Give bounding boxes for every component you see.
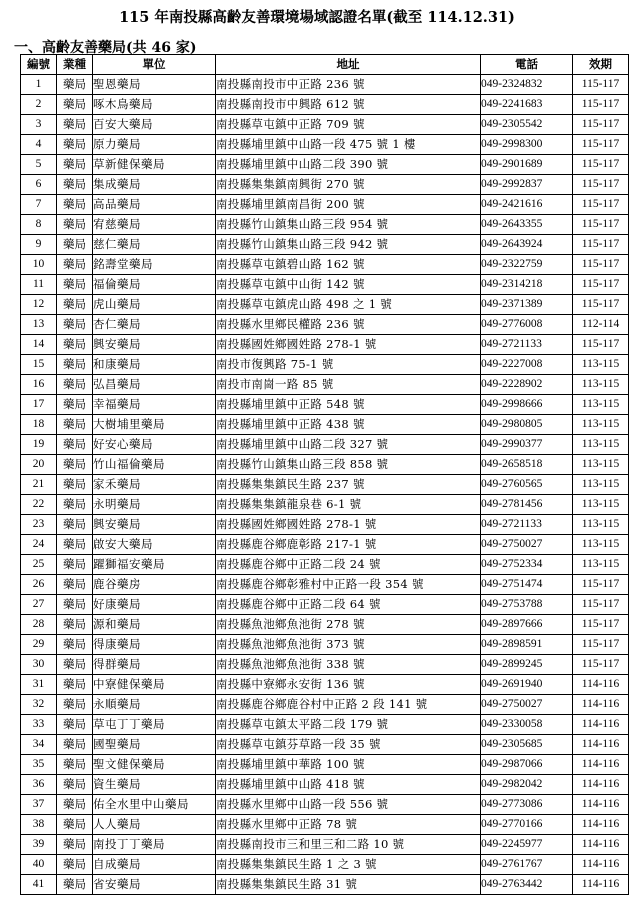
cell-phone: 049-2228902 (481, 375, 573, 395)
cell-number: 26 (21, 575, 57, 595)
cell-unit: 銘壽堂藥局 (93, 255, 216, 275)
cell-unit: 草新健保藥局 (93, 155, 216, 175)
cell-validity: 115-117 (573, 135, 629, 155)
table-row (21, 175, 629, 195)
cell-address: 南投縣集集鎮民生路 31 號 (216, 875, 481, 895)
table-row (21, 295, 629, 315)
table-row (21, 375, 629, 395)
cell-type: 藥局 (57, 695, 93, 715)
cell-validity: 114-116 (573, 735, 629, 755)
cell-validity: 113-115 (573, 395, 629, 415)
cell-type: 藥局 (57, 335, 93, 355)
cell-address: 南投縣埔里鎮中山路二段 327 號 (216, 435, 481, 455)
cell-phone: 049-2776008 (481, 315, 573, 335)
cell-type: 藥局 (57, 75, 93, 95)
cell-number: 20 (21, 455, 57, 475)
cell-phone: 049-2721133 (481, 335, 573, 355)
cell-unit: 鹿谷藥房 (93, 575, 216, 595)
cell-address: 南投市南崗一路 85 號 (216, 375, 481, 395)
table-row (21, 555, 629, 575)
cell-phone: 049-2643355 (481, 215, 573, 235)
cell-unit: 啟安大藥局 (93, 535, 216, 555)
cell-number: 28 (21, 615, 57, 635)
cell-validity: 114-116 (573, 795, 629, 815)
cell-validity: 115-117 (573, 635, 629, 655)
cell-number: 21 (21, 475, 57, 495)
cell-validity: 113-115 (573, 435, 629, 455)
table-header-row (21, 55, 629, 75)
cell-address: 南投縣草屯鎮芬草路一段 35 號 (216, 735, 481, 755)
cell-phone: 049-2897666 (481, 615, 573, 635)
table-row (21, 695, 629, 715)
cell-address: 南投縣集集鎮南興街 270 號 (216, 175, 481, 195)
cell-number: 39 (21, 835, 57, 855)
cell-address: 南投縣草屯鎮中山街 142 號 (216, 275, 481, 295)
cell-number: 11 (21, 275, 57, 295)
table-row (21, 755, 629, 775)
header-unit: 單位 (93, 55, 216, 75)
cell-number: 17 (21, 395, 57, 415)
cell-validity: 115-117 (573, 95, 629, 115)
cell-unit: 集成藥局 (93, 175, 216, 195)
cell-unit: 資生藥局 (93, 775, 216, 795)
cell-address: 南投縣魚池鄉魚池街 338 號 (216, 655, 481, 675)
cell-type: 藥局 (57, 155, 93, 175)
cell-number: 36 (21, 775, 57, 795)
table-row (21, 75, 629, 95)
cell-address: 南投縣鹿谷鄉鹿彰路 217-1 號 (216, 535, 481, 555)
table-row (21, 615, 629, 635)
cell-type: 藥局 (57, 735, 93, 755)
cell-type: 藥局 (57, 715, 93, 735)
cell-type: 藥局 (57, 875, 93, 895)
cell-type: 藥局 (57, 775, 93, 795)
cell-address: 南投縣埔里鎮中山路二段 390 號 (216, 155, 481, 175)
cell-unit: 國聖藥局 (93, 735, 216, 755)
table-row (21, 815, 629, 835)
table-body (21, 75, 629, 895)
cell-phone: 049-2658518 (481, 455, 573, 475)
cell-phone: 049-2998300 (481, 135, 573, 155)
cell-type: 藥局 (57, 515, 93, 535)
cell-validity: 113-115 (573, 415, 629, 435)
cell-type: 藥局 (57, 375, 93, 395)
cell-validity: 115-117 (573, 215, 629, 235)
cell-unit: 興安藥局 (93, 515, 216, 535)
cell-validity: 115-117 (573, 235, 629, 255)
cell-validity: 112-114 (573, 315, 629, 335)
cell-number: 33 (21, 715, 57, 735)
cell-validity: 113-115 (573, 515, 629, 535)
cell-type: 藥局 (57, 555, 93, 575)
cell-type: 藥局 (57, 815, 93, 835)
cell-type: 藥局 (57, 535, 93, 555)
header-validity: 效期 (573, 55, 629, 75)
cell-phone: 049-2761767 (481, 855, 573, 875)
cell-number: 27 (21, 595, 57, 615)
cell-address: 南投縣集集鎮龍泉巷 6-1 號 (216, 495, 481, 515)
cell-number: 19 (21, 435, 57, 455)
cell-address: 南投縣國姓鄉國姓路 278-1 號 (216, 515, 481, 535)
cell-phone: 049-2901689 (481, 155, 573, 175)
cell-unit: 宥慈藥局 (93, 215, 216, 235)
cell-validity: 115-117 (573, 655, 629, 675)
document-title: 115 年南投縣高齡友善環境場域認證名單(截至 114.12.31) (119, 9, 515, 26)
cell-validity: 113-115 (573, 355, 629, 375)
cell-unit: 杏仁藥局 (93, 315, 216, 335)
cell-phone: 049-2227008 (481, 355, 573, 375)
cell-phone: 049-2753788 (481, 595, 573, 615)
cell-phone: 049-2750027 (481, 535, 573, 555)
cell-phone: 049-2305542 (481, 115, 573, 135)
cell-address: 南投縣中寮鄉永安街 136 號 (216, 675, 481, 695)
cell-number: 40 (21, 855, 57, 875)
section-heading: 一、高齡友善藥局(共 46 家) (14, 40, 197, 56)
cell-number: 8 (21, 215, 57, 235)
cell-unit: 躍獅福安藥局 (93, 555, 216, 575)
cell-number: 14 (21, 335, 57, 355)
table-row (21, 775, 629, 795)
cell-unit: 幸福藥局 (93, 395, 216, 415)
cell-number: 15 (21, 355, 57, 375)
table-row (21, 115, 629, 135)
table-row (21, 795, 629, 815)
cell-unit: 永順藥局 (93, 695, 216, 715)
cell-unit: 得群藥局 (93, 655, 216, 675)
table-row (21, 435, 629, 455)
cell-type: 藥局 (57, 655, 93, 675)
cell-validity: 114-116 (573, 835, 629, 855)
cell-type: 藥局 (57, 255, 93, 275)
cell-unit: 草屯丁丁藥局 (93, 715, 216, 735)
cell-number: 7 (21, 195, 57, 215)
cell-number: 1 (21, 75, 57, 95)
table-row (21, 715, 629, 735)
cell-type: 藥局 (57, 195, 93, 215)
cell-type: 藥局 (57, 315, 93, 335)
table-row (21, 275, 629, 295)
cell-type: 藥局 (57, 395, 93, 415)
table-row (21, 335, 629, 355)
cell-type: 藥局 (57, 635, 93, 655)
cell-type: 藥局 (57, 295, 93, 315)
header-number: 編號 (21, 55, 57, 75)
cell-address: 南投縣埔里鎮中山路一段 475 號 1 樓 (216, 135, 481, 155)
table-row (21, 635, 629, 655)
table-row (21, 195, 629, 215)
cell-number: 5 (21, 155, 57, 175)
cell-unit: 省安藥局 (93, 875, 216, 895)
cell-phone: 049-2990377 (481, 435, 573, 455)
cell-address: 南投縣草屯鎮太平路二段 179 號 (216, 715, 481, 735)
cell-number: 38 (21, 815, 57, 835)
table-row (21, 135, 629, 155)
cell-unit: 百安大藥局 (93, 115, 216, 135)
cell-validity: 115-117 (573, 615, 629, 635)
cell-validity: 115-117 (573, 75, 629, 95)
cell-unit: 永明藥局 (93, 495, 216, 515)
cell-phone: 049-2721133 (481, 515, 573, 535)
cell-unit: 大樹埔里藥局 (93, 415, 216, 435)
cell-number: 41 (21, 875, 57, 895)
cell-type: 藥局 (57, 615, 93, 635)
cell-type: 藥局 (57, 135, 93, 155)
cell-type: 藥局 (57, 575, 93, 595)
cell-unit: 啄木鳥藥局 (93, 95, 216, 115)
table-row (21, 515, 629, 535)
cell-validity: 114-116 (573, 815, 629, 835)
cell-type: 藥局 (57, 755, 93, 775)
cell-phone: 049-2760565 (481, 475, 573, 495)
header-phone: 電話 (481, 55, 573, 75)
cell-number: 31 (21, 675, 57, 695)
cell-phone: 049-2998666 (481, 395, 573, 415)
cell-phone: 049-2751474 (481, 575, 573, 595)
cell-address: 南投縣埔里鎮中山路 418 號 (216, 775, 481, 795)
cell-number: 12 (21, 295, 57, 315)
cell-unit: 竹山福倫藥局 (93, 455, 216, 475)
cell-phone: 049-2750027 (481, 695, 573, 715)
cell-validity: 115-117 (573, 155, 629, 175)
cell-number: 2 (21, 95, 57, 115)
cell-number: 35 (21, 755, 57, 775)
cell-validity: 114-116 (573, 755, 629, 775)
cell-validity: 115-117 (573, 295, 629, 315)
cell-number: 34 (21, 735, 57, 755)
cell-unit: 高品藥局 (93, 195, 216, 215)
table-row (21, 655, 629, 675)
cell-address: 南投縣南投市中興路 612 號 (216, 95, 481, 115)
cell-address: 南投縣集集鎮民生路 1 之 3 號 (216, 855, 481, 875)
cell-phone: 049-2691940 (481, 675, 573, 695)
cell-number: 23 (21, 515, 57, 535)
cell-address: 南投市復興路 75-1 號 (216, 355, 481, 375)
cell-type: 藥局 (57, 835, 93, 855)
cell-unit: 弘昌藥局 (93, 375, 216, 395)
cell-phone: 049-2763442 (481, 875, 573, 895)
cell-validity: 115-117 (573, 115, 629, 135)
cell-type: 藥局 (57, 355, 93, 375)
cell-type: 藥局 (57, 95, 93, 115)
cell-number: 10 (21, 255, 57, 275)
cell-validity: 115-117 (573, 335, 629, 355)
cell-number: 9 (21, 235, 57, 255)
cell-unit: 原力藥局 (93, 135, 216, 155)
cell-phone: 049-2305685 (481, 735, 573, 755)
cell-address: 南投縣埔里鎮中正路 438 號 (216, 415, 481, 435)
cell-validity: 113-115 (573, 535, 629, 555)
cell-number: 32 (21, 695, 57, 715)
cell-number: 4 (21, 135, 57, 155)
cell-unit: 佑全水里中山藥局 (93, 795, 216, 815)
cell-validity: 113-115 (573, 475, 629, 495)
cell-type: 藥局 (57, 675, 93, 695)
cell-type: 藥局 (57, 595, 93, 615)
table-row (21, 855, 629, 875)
cell-address: 南投縣竹山鎮集山路三段 858 號 (216, 455, 481, 475)
cell-validity: 114-116 (573, 675, 629, 695)
cell-address: 南投縣埔里鎮南昌街 200 號 (216, 195, 481, 215)
table-row (21, 455, 629, 475)
table-row (21, 675, 629, 695)
cell-number: 29 (21, 635, 57, 655)
cell-validity: 114-116 (573, 775, 629, 795)
cell-validity: 113-115 (573, 375, 629, 395)
cell-address: 南投縣鹿谷鄉彰雅村中正路一段 354 號 (216, 575, 481, 595)
cell-phone: 049-2899245 (481, 655, 573, 675)
cell-address: 南投縣竹山鎮集山路三段 954 號 (216, 215, 481, 235)
cell-address: 南投縣國姓鄉國姓路 278-1 號 (216, 335, 481, 355)
cell-address: 南投縣魚池鄉魚池街 278 號 (216, 615, 481, 635)
cell-type: 藥局 (57, 175, 93, 195)
cell-unit: 南投丁丁藥局 (93, 835, 216, 855)
cell-number: 16 (21, 375, 57, 395)
cell-number: 18 (21, 415, 57, 435)
cell-phone: 049-2371389 (481, 295, 573, 315)
cell-unit: 福倫藥局 (93, 275, 216, 295)
cell-unit: 好康藥局 (93, 595, 216, 615)
cell-validity: 115-117 (573, 195, 629, 215)
cell-unit: 慈仁藥局 (93, 235, 216, 255)
cell-unit: 家禾藥局 (93, 475, 216, 495)
cell-number: 13 (21, 315, 57, 335)
header-address: 地址 (216, 55, 481, 75)
cell-phone: 049-2322759 (481, 255, 573, 275)
cell-unit: 好安心藥局 (93, 435, 216, 455)
cell-validity: 114-116 (573, 695, 629, 715)
cell-type: 藥局 (57, 495, 93, 515)
table-row (21, 355, 629, 375)
cell-phone: 049-2898591 (481, 635, 573, 655)
cell-validity: 114-116 (573, 875, 629, 895)
table-row (21, 495, 629, 515)
cell-address: 南投縣魚池鄉魚池街 373 號 (216, 635, 481, 655)
table-row (21, 535, 629, 555)
cell-validity: 114-116 (573, 855, 629, 875)
cell-validity: 115-117 (573, 595, 629, 615)
cell-unit: 源和藥局 (93, 615, 216, 635)
cell-address: 南投縣草屯鎮中正路 709 號 (216, 115, 481, 135)
cell-phone: 049-2330058 (481, 715, 573, 735)
cell-validity: 115-117 (573, 255, 629, 275)
cell-type: 藥局 (57, 115, 93, 135)
table-row (21, 215, 629, 235)
table-row (21, 875, 629, 895)
cell-phone: 049-2987066 (481, 755, 573, 775)
cell-unit: 虎山藥局 (93, 295, 216, 315)
cell-phone: 049-2781456 (481, 495, 573, 515)
cell-number: 30 (21, 655, 57, 675)
table-row (21, 595, 629, 615)
cell-address: 南投縣鹿谷鄉鹿谷村中正路 2 段 141 號 (216, 695, 481, 715)
cell-unit: 得康藥局 (93, 635, 216, 655)
cell-unit: 興安藥局 (93, 335, 216, 355)
cell-address: 南投縣水里鄉中山路一段 556 號 (216, 795, 481, 815)
cell-validity: 115-117 (573, 275, 629, 295)
cell-address: 南投縣水里鄉民權路 236 號 (216, 315, 481, 335)
cell-phone: 049-2245977 (481, 835, 573, 855)
table-row (21, 95, 629, 115)
cell-type: 藥局 (57, 235, 93, 255)
cell-validity: 115-117 (573, 175, 629, 195)
table-row (21, 235, 629, 255)
cell-number: 25 (21, 555, 57, 575)
pharmacy-table (20, 54, 629, 895)
cell-type: 藥局 (57, 215, 93, 235)
cell-validity: 114-116 (573, 715, 629, 735)
table-row (21, 395, 629, 415)
cell-address: 南投縣草屯鎮虎山路 498 之 1 號 (216, 295, 481, 315)
cell-validity: 113-115 (573, 495, 629, 515)
cell-address: 南投縣埔里鎮中正路 548 號 (216, 395, 481, 415)
cell-type: 藥局 (57, 855, 93, 875)
cell-address: 南投縣鹿谷鄉中正路二段 64 號 (216, 595, 481, 615)
cell-address: 南投縣草屯鎮碧山路 162 號 (216, 255, 481, 275)
cell-validity: 113-115 (573, 455, 629, 475)
table-row (21, 255, 629, 275)
table-row (21, 835, 629, 855)
cell-phone: 049-2992837 (481, 175, 573, 195)
cell-number: 37 (21, 795, 57, 815)
cell-validity: 113-115 (573, 555, 629, 575)
cell-phone: 049-2770166 (481, 815, 573, 835)
table-row (21, 315, 629, 335)
cell-type: 藥局 (57, 455, 93, 475)
cell-address: 南投縣鹿谷鄉中正路二段 24 號 (216, 555, 481, 575)
cell-phone: 049-2314218 (481, 275, 573, 295)
cell-phone: 049-2752334 (481, 555, 573, 575)
table-row (21, 575, 629, 595)
table-row (21, 475, 629, 495)
header-type: 業種 (57, 55, 93, 75)
cell-type: 藥局 (57, 415, 93, 435)
table-row (21, 415, 629, 435)
cell-number: 24 (21, 535, 57, 555)
cell-number: 3 (21, 115, 57, 135)
cell-type: 藥局 (57, 275, 93, 295)
cell-type: 藥局 (57, 795, 93, 815)
cell-number: 6 (21, 175, 57, 195)
cell-address: 南投縣埔里鎮中華路 100 號 (216, 755, 481, 775)
cell-type: 藥局 (57, 475, 93, 495)
cell-phone: 049-2982042 (481, 775, 573, 795)
cell-address: 南投縣集集鎮民生路 237 號 (216, 475, 481, 495)
cell-address: 南投縣竹山鎮集山路三段 942 號 (216, 235, 481, 255)
cell-unit: 自成藥局 (93, 855, 216, 875)
cell-address: 南投縣水里鄉中正路 78 號 (216, 815, 481, 835)
table-row (21, 735, 629, 755)
cell-phone: 049-2980805 (481, 415, 573, 435)
cell-phone: 049-2324832 (481, 75, 573, 95)
cell-number: 22 (21, 495, 57, 515)
cell-phone: 049-2241683 (481, 95, 573, 115)
cell-address: 南投縣南投市中正路 236 號 (216, 75, 481, 95)
cell-unit: 聖恩藥局 (93, 75, 216, 95)
cell-unit: 人人藥局 (93, 815, 216, 835)
cell-phone: 049-2643924 (481, 235, 573, 255)
cell-validity: 115-117 (573, 575, 629, 595)
cell-phone: 049-2773086 (481, 795, 573, 815)
cell-unit: 聖文健保藥局 (93, 755, 216, 775)
cell-unit: 和康藥局 (93, 355, 216, 375)
cell-address: 南投縣南投市三和里三和二路 10 號 (216, 835, 481, 855)
cell-unit: 中寮健保藥局 (93, 675, 216, 695)
cell-type: 藥局 (57, 435, 93, 455)
table-row (21, 155, 629, 175)
cell-phone: 049-2421616 (481, 195, 573, 215)
